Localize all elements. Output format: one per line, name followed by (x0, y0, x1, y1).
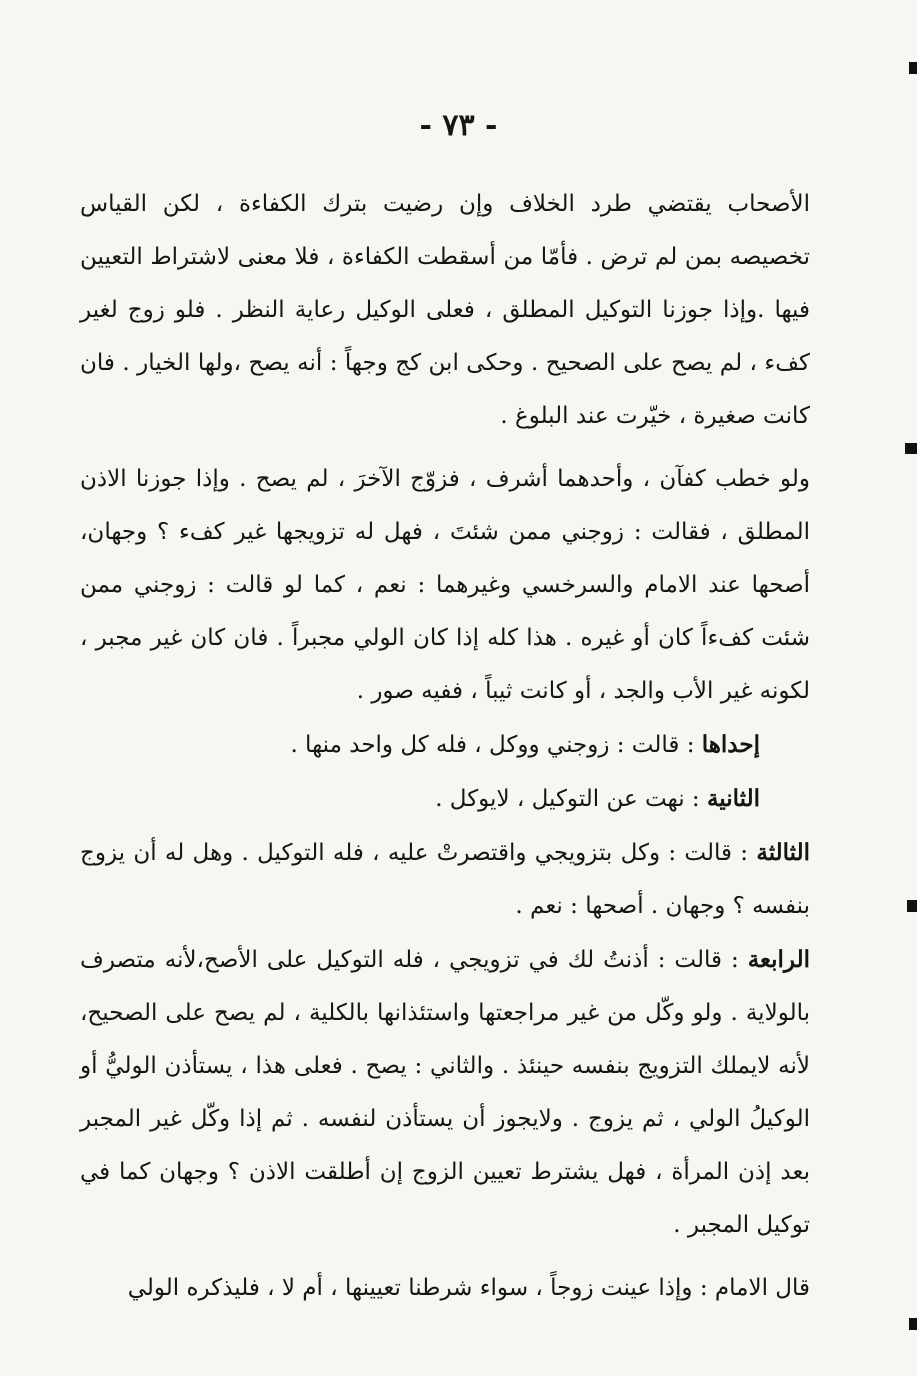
case-1-label: إحداها (701, 731, 760, 758)
scan-mark (909, 62, 917, 74)
case-2-text: : نهت عن التوكيل ، لايوكل . (435, 786, 700, 812)
case-1 (80, 718, 810, 772)
scan-mark (907, 900, 917, 912)
case-4-label: الرابعة (747, 946, 810, 973)
case-3-text: : قالت : وكل بتزويجي واقتصرتْ عليه ، فله التوكيل . وهل له أن يزوج بنفسه ؟ وجهان . أصحها : نعم . (80, 840, 810, 919)
case-3-label: الثالثة (756, 839, 810, 866)
case-2 (80, 772, 810, 826)
paragraph-1: الأصحاب يقتضي طرد الخلاف وإن رضيت بترك الكفاءة ، لكن القياس تخصيصه بمن لم ترض . فأمّا من أسقطت الكفاءة ، فلا معنى لاشتراط التعيين فيها .وإذا جوزنا التوكيل المطلق ، فعلى الوكيل رعاية النظر . فلو زوج لغير كفء ، لم يصح على الصحيح . وحكى ابن كج وجهاً : أنه يصح ،ولها الخيار . فان كانت صغيرة ، خيّرت عند البلوغ . (80, 191, 810, 429)
page-body (80, 178, 810, 1315)
scan-mark (909, 1318, 917, 1330)
page-number: - ٧٣ - (419, 108, 498, 143)
case-2-label: الثانية (706, 785, 760, 812)
case-4-text: : قالت : أذنتُ لك في تزويجي ، فله التوكيل على الأصح،لأنه متصرف بالولاية . ولو وكّل من غير مراجعتها واستئذانها بالكلية ، لم يصح على الصحيح، لأنه لايملك التزويج بنفسه حينئذ . والثاني : يصح . فعلى هذا ، يستأذن الوليُّ أو الوكيلُ الولي ، ثم يزوج . ولايجوز أن يستأذن لنفسه . ثم إذا وكّل غير المجبر بعد إذن المرأة ، فهل يشترط تعيين الزوج إن أطلقت الاذن ؟ وجهان كما في توكيل المجبر . (80, 947, 810, 1238)
closing-paragraph: قال الامام : وإذا عينت زوجاً ، سواء شرطنا تعيينها ، أم لا ، فليذكره الولي (127, 1275, 810, 1301)
case-1-text: : قالت : زوجني ووكل ، فله كل واحد منها . (290, 732, 695, 758)
case-4 (80, 933, 810, 1252)
case-3 (80, 826, 810, 933)
scan-mark (905, 443, 917, 454)
paragraph-2: ولو خطب كفآن ، وأحدهما أشرف ، فزوّج الآخرَ ، لم يصح . وإذا جوزنا الاذن المطلق ، فقالت : زوجني ممن شئتَ ، فهل له تزويجها غير كفء ؟ وجهان، أصحها عند الامام والسرخسي وغيرهما : نعم ، كما لو قالت : زوجني ممن شئت كفءاً كان أو غيره . هذا كله إذا كان الولي مجبراً . فان كان غير مجبر ، لكونه غير الأب والجد ، أو كانت ثيباً ، ففيه صور . (80, 466, 810, 704)
